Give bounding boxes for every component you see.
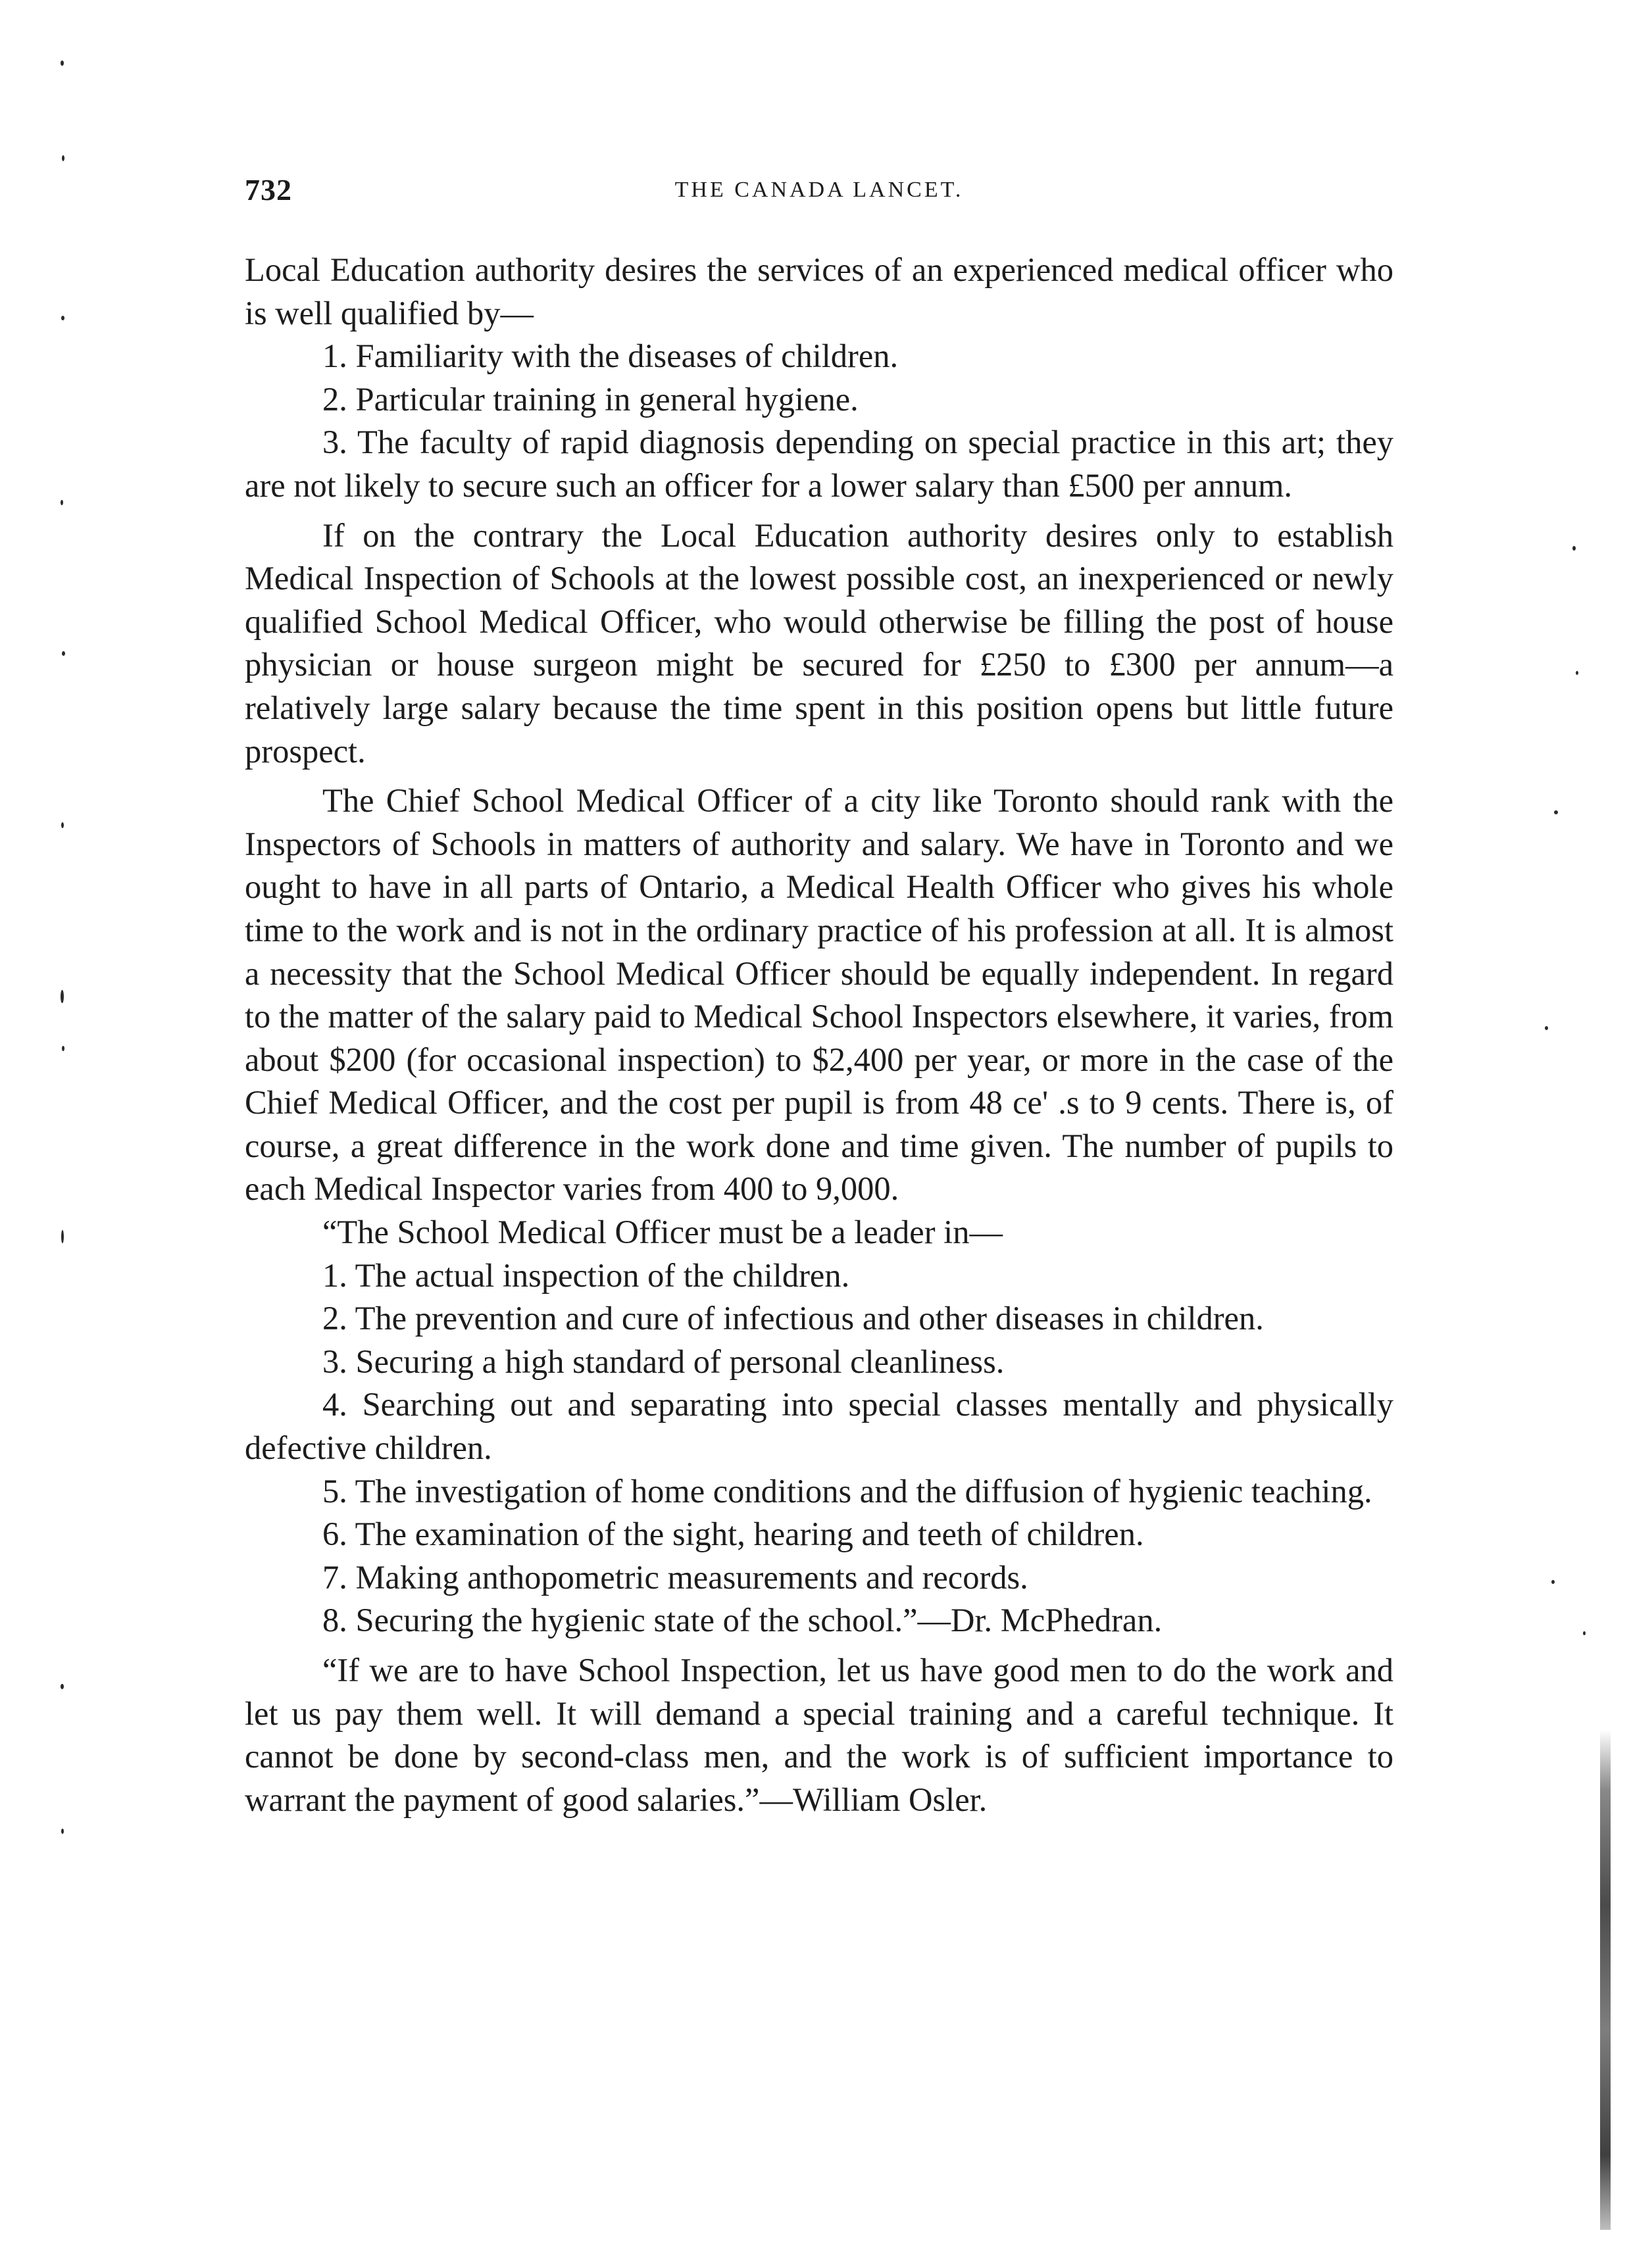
scan-speck	[1572, 546, 1576, 551]
scan-speck	[1576, 671, 1578, 675]
scan-speck	[1551, 1580, 1555, 1584]
list-item: 2. The prevention and cure of infectious and other diseases in children.	[322, 1300, 1264, 1337]
list-item: 2. Particular training in general hygiene.	[322, 380, 859, 418]
list-item: 4. Searching out and separating into special classes mentally and physically defective children.	[245, 1386, 1393, 1467]
scan-speck	[62, 1046, 64, 1051]
scan-speck	[61, 500, 63, 505]
scan-speck	[1583, 1631, 1586, 1635]
page-number: 732	[245, 173, 292, 207]
scan-speck	[61, 990, 64, 1003]
body-text	[245, 249, 1393, 1821]
scan-speck	[61, 316, 64, 320]
paragraph: The Chief School Medical Officer of a city like Toronto should rank with the Inspectors of Schools in matters of authority and salary. We have in Toronto and we ought to have in all parts of Ontario, a Medical Health Officer who gives his whole time to the work and is not in the ordinary practice of his profession at all. It is almost a necessity that the School Medical Officer should be equally independent. In regard to the matter of the salary paid to Medical School Inspectors elsewhere, it varies, from about $200 (for occasional inspection) to $2,400 per year, or more in the case of the Chief Medical Officer, and the cost per pupil is from 48 ce' .s to 9 cents. There is, of course, a great difference in the work done and time given. The number of pupils to each Medical Inspector varies from 400 to 9,000.	[245, 782, 1393, 1208]
scan-speck	[61, 1684, 64, 1689]
paragraph: Local Education authority desires the services of an experienced medical officer who is well qualified by—	[245, 251, 1393, 332]
scan-speck	[1554, 810, 1558, 814]
scan-speck	[61, 61, 64, 66]
binding-edge	[1600, 1730, 1611, 2230]
scan-speck	[61, 1829, 64, 1834]
list-item: 5. The investigation of home conditions and the diffusion of hygienic teaching.	[322, 1472, 1372, 1510]
quotation: “If we are to have School Inspection, let us have good men to do the work and let us pay them well. It will demand a special training and a careful technique. It cannot be done by second-class men, and the work is of sufficient importance to warrant the payment of good salaries.”—William Osler.	[245, 1652, 1393, 1818]
list-item: 6. The examination of the sight, hearing and teeth of children.	[322, 1516, 1144, 1553]
list-item: 1. Familiarity with the diseases of children.	[322, 337, 899, 375]
page-header	[245, 172, 1393, 218]
scan-speck	[62, 155, 64, 161]
list-item: 1. The actual inspection of the children.	[322, 1256, 850, 1294]
scan-speck	[61, 1230, 64, 1243]
list-item: 7. Making anthopometric measurements and records.	[322, 1558, 1028, 1596]
list-item: 3. Securing a high standard of personal cleanliness.	[322, 1343, 1005, 1380]
list-item: 8. Securing the hygienic state of the school.”—Dr. McPhedran.	[322, 1602, 1163, 1639]
paragraph: If on the contrary the Local Education authority desires only to establish Medical Inspection of Schools at the lowest possible cost, an inexperienced or newly qualified School Medical Officer, who would otherwise be filling the post of house physician or house surgeon might be secured for £250 to £300 per annum—a relatively large salary because the time spent in this position opens but little future prospect.	[245, 516, 1393, 770]
running-head: THE CANADA LANCET.	[674, 178, 964, 202]
scan-speck	[62, 651, 65, 656]
scan-speck	[1545, 1026, 1548, 1030]
quote-intro: “The School Medical Officer must be a leader in—	[322, 1214, 1003, 1251]
scan-speck	[61, 822, 64, 828]
list-item: 3. The faculty of rapid diagnosis depending on special practice in this art; they are not likely to secure such an officer for a lower salary than £500 per annum.	[245, 424, 1393, 504]
